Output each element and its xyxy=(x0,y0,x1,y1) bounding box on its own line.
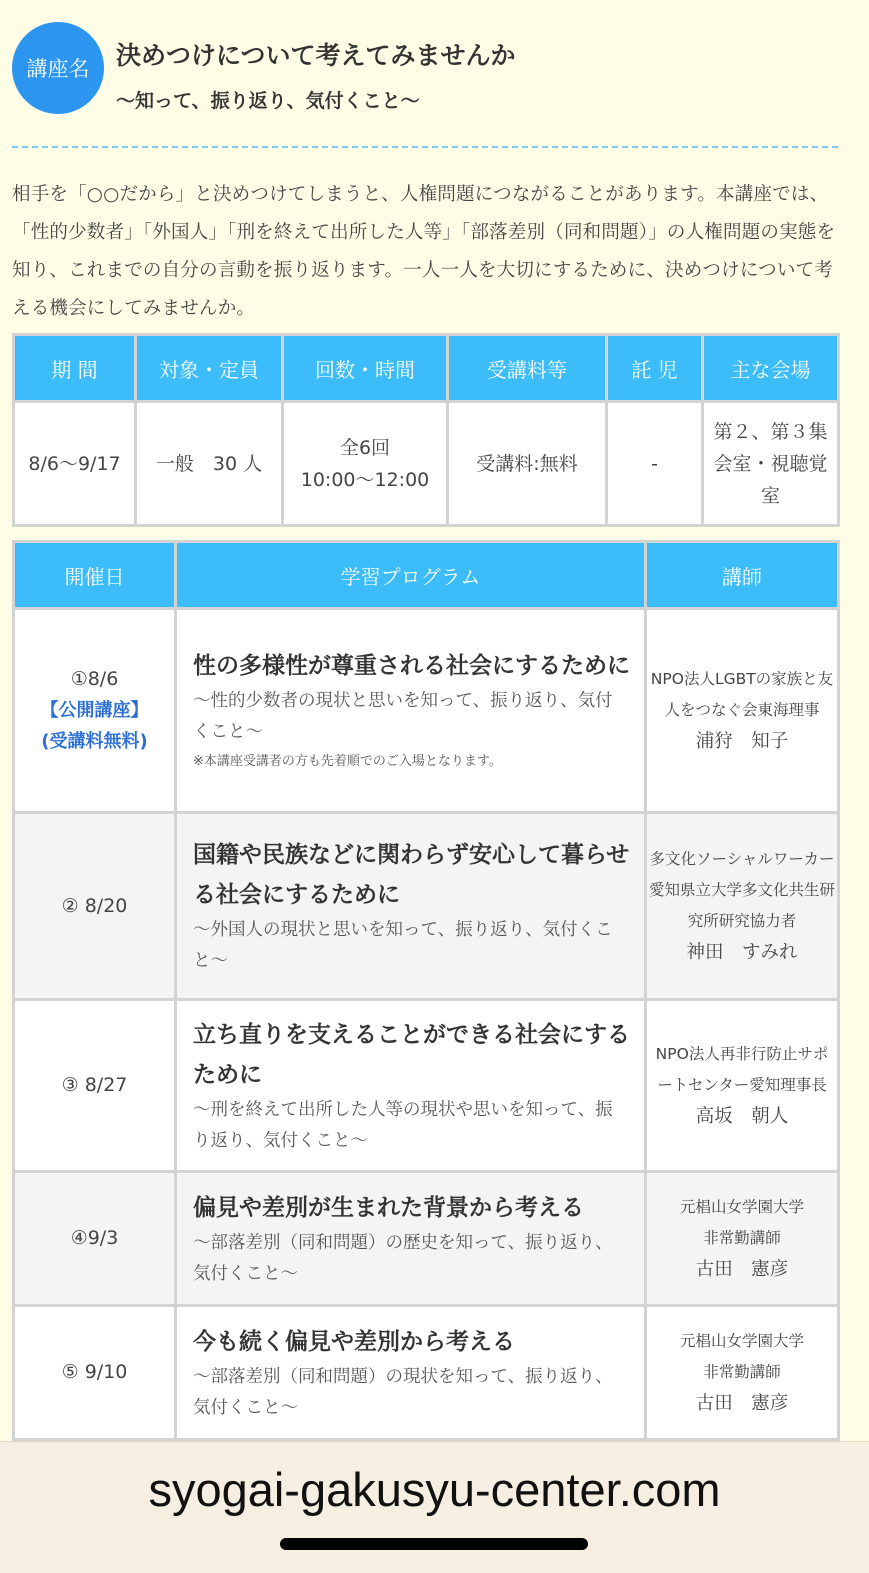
program-header-row xyxy=(14,542,839,609)
header-childcare: 託 児 xyxy=(607,335,703,402)
program-title: 今も続く偏見や差別から考える xyxy=(193,1328,515,1355)
table-row xyxy=(14,1172,839,1306)
session-date: ①8/6 xyxy=(70,668,119,690)
childcare-value: - xyxy=(607,402,703,526)
header-venue: 主な会場 xyxy=(703,335,839,402)
public-lecture-label: 【公開講座】 xyxy=(40,700,149,721)
info-value-row xyxy=(14,402,839,526)
table-row xyxy=(14,813,839,1000)
lecturer-cell xyxy=(646,1172,839,1306)
program-cell xyxy=(176,1000,646,1172)
program-subtitle: 〜部落差別（同和問題）の現状を知って、振り返り、気付くこと〜 xyxy=(193,1366,613,1418)
lecturer-org: 元椙山女学園大学 xyxy=(679,1332,804,1350)
table-row xyxy=(14,1306,839,1440)
course-description: 相手を「○○だから」と決めつけてしまうと、人権問題につながることがあります。本講座では、「性的少数者」「外国人」「刑を終えて出所した人等」「部落差別（同和問題）」の人権問題の実態を知り、これまでの自分の言動を振り返ります。一人一人を大切にするために、決めつけについて考える機会にしてみませんか。 xyxy=(12,184,836,319)
fee-value: 受講料:無料 xyxy=(448,402,607,526)
program-subtitle: 〜部落差別（同和問題）の歴史を知って、振り返り、気付くこと〜 xyxy=(193,1232,613,1284)
program-cell xyxy=(176,1306,646,1440)
lecturer-org-2: 非常勤講師 xyxy=(703,1229,781,1247)
program-cell xyxy=(176,609,646,813)
dashed-divider xyxy=(12,146,838,148)
session-date-cell xyxy=(14,609,176,813)
course-info-table xyxy=(12,333,840,527)
lecturer-org: NPO法人LGBTの家族と友人をつなぐ会東海理事 xyxy=(650,670,834,719)
info-header-row xyxy=(14,335,839,402)
header-program: 学習プログラム xyxy=(176,542,646,609)
course-title: 決めつけについて考えてみませんか xyxy=(116,41,516,70)
lecturer-org-2: 非常勤講師 xyxy=(703,1363,781,1381)
site-domain[interactable]: syogai-gakusyu-center.com xyxy=(148,1463,721,1516)
program-subtitle: 〜性的少数者の現状と思いを知って、振り返り、気付くこと〜 xyxy=(193,690,613,742)
lecturer-name: 古田 憲彦 xyxy=(695,1259,789,1280)
course-name-badge: 講座名 xyxy=(12,22,104,114)
venue-value: 第２、第３集会室・視聴覚室 xyxy=(703,402,839,526)
session-date: ③ 8/27 xyxy=(14,1000,176,1172)
sessions-count: 全6回 xyxy=(339,436,391,459)
header-target: 対象・定員 xyxy=(136,335,283,402)
program-table xyxy=(12,540,840,1501)
session-date: ④9/3 xyxy=(14,1172,176,1306)
lecturer-org: 元椙山女学園大学 xyxy=(679,1198,804,1216)
lecturer-name: 古田 憲彦 xyxy=(695,1393,789,1414)
lecturer-cell xyxy=(646,1000,839,1172)
course-header xyxy=(12,20,842,120)
session-date: ⑤ 9/10 xyxy=(14,1306,176,1440)
program-subtitle: 〜刑を終えて出所した人等の現状や思いを知って、振り返り、気付くこと〜 xyxy=(193,1099,613,1151)
program-title: 国籍や民族などに関わらず安心して暮らせる社会にするために xyxy=(193,842,630,908)
header-date: 開催日 xyxy=(14,542,176,609)
program-title: 偏見や差別が生まれた背景から考える xyxy=(193,1194,584,1221)
header-sessions: 回数・時間 xyxy=(283,335,448,402)
program-title: 立ち直りを支えることができる社会にするために xyxy=(193,1021,630,1088)
lecturer-cell xyxy=(646,609,839,813)
program-cell xyxy=(176,813,646,1000)
lecturer-org: NPO法人再非行防止サポートセンター愛知理事長 xyxy=(655,1045,829,1094)
header-fee: 受講料等 xyxy=(448,335,607,402)
lecturer-org-2: 愛知県立大学多文化共生研究所研究協力者 xyxy=(649,881,836,930)
program-cell xyxy=(176,1172,646,1306)
program-note: ※本講座受講者の方も先着順でのご入場となります。 xyxy=(193,753,502,769)
lecturer-name: 浦狩 知子 xyxy=(695,731,789,752)
home-indicator[interactable] xyxy=(280,1538,588,1550)
program-subtitle: 〜外国人の現状と思いを知って、振り返り、気付くこと〜 xyxy=(193,920,613,971)
lecturer-org: 多文化ソーシャルワーカー xyxy=(649,850,835,868)
sessions-time: 10:00〜12:00 xyxy=(300,468,430,491)
header-lecturer: 講師 xyxy=(646,542,839,609)
session-date: ② 8/20 xyxy=(14,813,176,1000)
course-subtitle: 〜知って、振り返り、気付くこと〜 xyxy=(116,90,420,112)
table-row xyxy=(14,609,839,813)
free-fee-label: (受講料無料) xyxy=(41,731,148,752)
header-period: 期 間 xyxy=(14,335,136,402)
lecturer-name: 高坂 朝人 xyxy=(695,1106,789,1127)
lecturer-cell xyxy=(646,813,839,1000)
lecturer-cell xyxy=(646,1306,839,1440)
browser-footer-bar xyxy=(0,1441,869,1573)
table-row xyxy=(14,1000,839,1172)
lecturer-name: 神田 すみれ xyxy=(686,942,798,963)
target-value: 一般 30 人 xyxy=(136,402,283,526)
program-title: 性の多様性が尊重される社会にするために xyxy=(193,652,630,679)
period-value: 8/6〜9/17 xyxy=(14,402,136,526)
sessions-cell xyxy=(283,402,448,526)
